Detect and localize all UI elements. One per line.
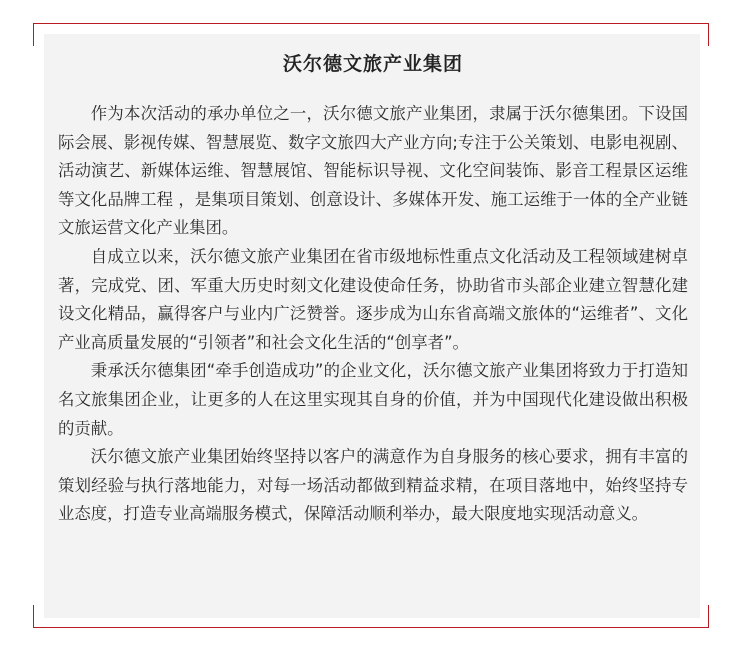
frame-corner-bottom-left	[33, 605, 34, 627]
article-title: 沃尔德文旅产业集团	[282, 53, 463, 75]
article-paragraph: 自成立以来，沃尔德文旅产业集团在省市级地标性重点文化活动及工程领域建树卓著，完成党、团、军重大历史时刻文化建设使命任务，协助省市头部企业建立智慧化建设文化精品，赢得客户与业内广泛赞誉。逐步成为山东省高端文旅体的“运维者”、文化产业高质量发展的“引领者”和社会文化生活的“创享者”。	[58, 246, 688, 352]
frame-corner-bottom-right	[708, 605, 709, 627]
frame-corner-top-left	[33, 24, 34, 46]
article-paragraph: 秉承沃尔德集团“牵手创造成功”的企业文化，沃尔德文旅产业集团将致力于打造知名文旅集团企业，让更多的人在这里实现其自身的价值，并为中国现代化建设做出积极的贡献。	[58, 361, 688, 438]
article-paragraph: 沃尔德文旅产业集团始终坚持以客户的满意作为自身服务的核心要求，拥有丰富的策划经验与执行落地能力，对每一场活动都做到精益求精，在项目落地中，始终坚持专业态度，打造专业高端服务模式，保障活动顺利举办，最大限度地实现活动意义。	[58, 447, 688, 524]
article-paragraph: 作为本次活动的承办单位之一，沃尔德文旅产业集团，隶属于沃尔德集团。下设国际会展、影视传媒、智慧展览、数字文旅四大产业方向;专注于公关策划、电影电视剧、活动演艺、新媒体运维、智慧展馆、智能标识导视、文化空间装饰、影音工程景区运维等文化品牌工程 ，是集项目策划、创意设计、多媒体开发、施工运维于一体的全产业链文旅运营文化产业集团。	[58, 104, 688, 238]
frame-corner-top-right	[708, 24, 709, 46]
article-panel	[44, 34, 700, 618]
